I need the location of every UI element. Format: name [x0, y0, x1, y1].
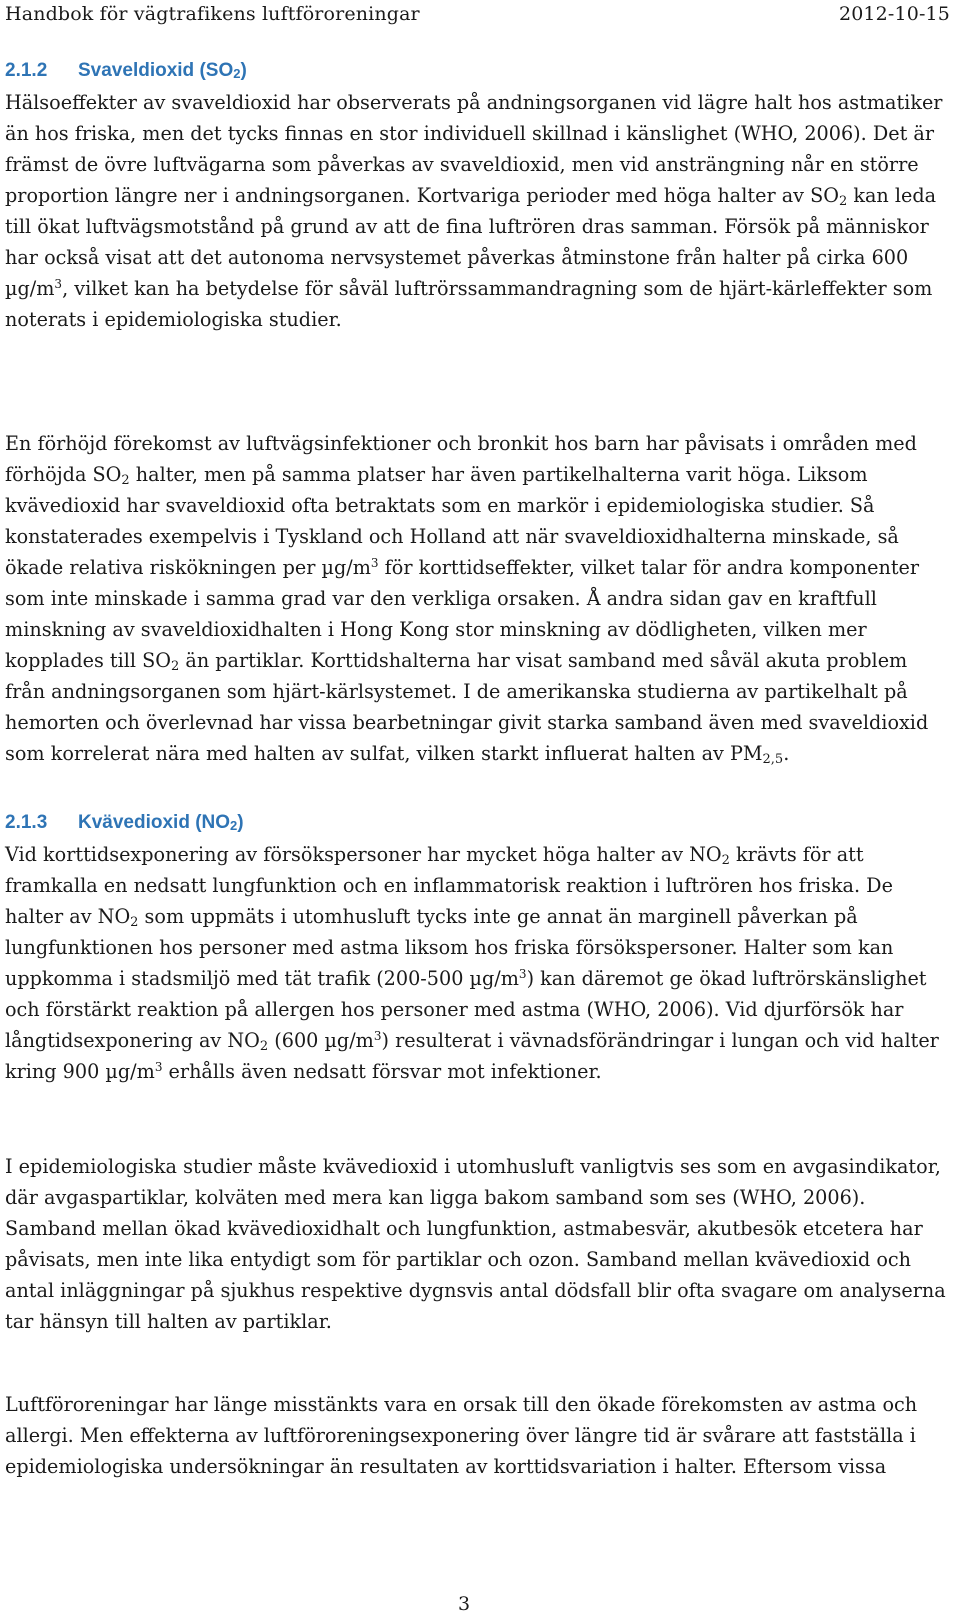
text-line: framkalla en nedsatt lungfunktion och en inflammatorisk reaktion i luftrören hos friska. De — [5, 874, 893, 897]
section-number: 2.1.3 — [5, 812, 48, 833]
paragraph-no2-exposure — [5, 839, 939, 1087]
text-line: minskning av svaveldioxidhalten i Hong Kong stor minskning av dödligheten, vilken mer — [5, 618, 867, 641]
paragraph-so2-infections — [5, 428, 928, 769]
paragraph-asthma-allergy — [5, 1389, 917, 1482]
text-line: påvisats, men inte lika entydigt som för partiklar och ozon. Samband mellan kvävedioxid och — [5, 1248, 912, 1271]
document-title: Handbok för vägtrafikens luftföroreningar — [5, 3, 420, 25]
section-title-subscript: 2 — [233, 66, 241, 81]
page-header — [5, 0, 955, 32]
section-title: Kvävedioxid (NO — [78, 812, 231, 833]
text-line: Samband mellan ökad kvävedioxidhalt och lungfunktion, astmabesvär, akutbesök etcetera har — [5, 1217, 923, 1240]
section-heading-no2 — [5, 808, 244, 841]
text-line: noterats i epidemiologiska studier. — [5, 308, 342, 331]
text-line: hemorten och överlevnad har vissa bearbetningar givit starka samband även med svaveldioxid — [5, 711, 929, 734]
text-line: kopplades till SO2 än partiklar. Korttidshalterna har visat samband med såväl akuta problem — [5, 649, 908, 674]
document-date: 2012-10-15 — [838, 3, 950, 25]
text-line: tar hänsyn till halten av partiklar. — [5, 1310, 332, 1333]
page-number: 3 — [458, 1593, 471, 1615]
text-line: kring 900 $\mu g/m^3$ erhålls även nedsatt försvar mot infektioner. — [5, 1060, 602, 1083]
document-page — [5, 0, 955, 1619]
text-line: Hälsoeffekter av svaveldioxid har observerats på andningsorganen vid lägre halt hos astmatiker — [5, 91, 943, 114]
section-title-end: ) — [237, 812, 244, 833]
section-heading-so2 — [5, 56, 247, 89]
text-line: $\mu g/m^3$, vilket kan ha betydelse för såväl luftrörssammandragning som de hjärt-kärleffekter som — [5, 277, 933, 300]
text-line: och förstärkt reaktion på allergen hos personer med astma (WHO, 2006). Vid djurförsök har — [5, 998, 904, 1021]
text-line: halter av NO2 som uppmäts i utomhusluft tycks inte ge annat än marginell påverkan på — [5, 905, 858, 930]
paragraph-no2-epidemiology — [5, 1151, 946, 1337]
text-line: förhöjda SO2 halter, men på samma platser har även partikelhalterna varit höga. Liksom — [5, 463, 868, 488]
text-line: Vid korttidsexponering av försökspersoner har mycket höga halter av NO2 krävts för att — [5, 843, 864, 868]
text-line: En förhöjd förekomst av luftvägsinfektioner och bronkit hos barn har påvisats i områden med — [5, 432, 917, 455]
paragraph-so2-health-effects — [5, 87, 942, 335]
text-line: allergi. Men effekterna av luftföroreningsexponering över längre tid är svårare att fastställa i — [5, 1424, 916, 1447]
text-line: där avgaspartiklar, kolväten med mera kan ligga bakom samband som ses (WHO, 2006). — [5, 1186, 866, 1209]
text-line: främst de övre luftvägarna som påverkas av svaveldioxid, men vid ansträngning når en större — [5, 153, 919, 176]
text-line: långtidsexponering av NO2 (600 $\mu g/m^3$) resulterat i vävnadsförändringar i lungan och vid halter — [5, 1029, 939, 1054]
section-title-subscript: 2 — [230, 818, 238, 833]
section-title-end: ) — [240, 60, 247, 81]
text-line: epidemiologiska undersökningar än resultaten av korttidsvariation i halter. Eftersom vissa — [5, 1455, 887, 1478]
text-line: till ökat luftvägsmotstånd på grund av att de fina luftrören dras samman. Försök på människor — [5, 215, 929, 238]
text-line: antal inläggningar på sjukhus respektive dygnsvis antal dödsfall blir ofta svagare om analyserna — [5, 1279, 946, 1302]
text-line: än hos friska, men det tycks finnas en stor individuell skillnad i känslighet (WHO, 2006). Det är — [5, 122, 935, 145]
text-line: proportion längre ner i andningsorganen. Kortvariga perioder med höga halter av SO2 kan leda — [5, 184, 937, 209]
text-line: lungfunktionen hos personer med astma liksom hos friska försökspersoner. Halter som kan — [5, 936, 894, 959]
text-line: som korrelerat nära med halten av sulfat, vilken starkt influerat halten av PM2,5. — [5, 742, 790, 767]
text-line: från andningsorganen som hjärt-kärlsystemet. I de amerikanska studierna av partikelhalt på — [5, 680, 908, 703]
text-line: uppkomma i stadsmiljö med tät trafik (200-500 $\mu g/m^3$) kan däremot ge ökad luftrörskänslighet — [5, 967, 927, 990]
text-line: har också visat att det autonoma nervsystemet påverkas åtminstone från halter på cirka 600 — [5, 246, 909, 269]
text-line: som inte minskade i samma grad var den verkliga orsaken. Å andra sidan gav en kraftfull — [5, 587, 877, 610]
text-line: Luftföroreningar har länge misstänkts vara en orsak till den ökade förekomsten av astma och — [5, 1393, 918, 1416]
text-line: I epidemiologiska studier måste kvävedioxid i utomhusluft vanligtvis ses som en avgasindikator, — [5, 1155, 941, 1178]
section-title: Svaveldioxid (SO — [78, 60, 234, 81]
section-number: 2.1.2 — [5, 60, 48, 81]
text-line: ökade relativa riskökningen per $\mu g/m^3$ för korttidseffekter, vilket talar för andra komponenter — [5, 556, 920, 579]
text-line: konstaterades exempelvis i Tyskland och Holland att när svaveldioxidhalterna minskade, så — [5, 525, 899, 548]
text-line: kvävedioxid har svaveldioxid ofta betraktats som en markör i epidemiologiska studier. Så — [5, 494, 875, 517]
